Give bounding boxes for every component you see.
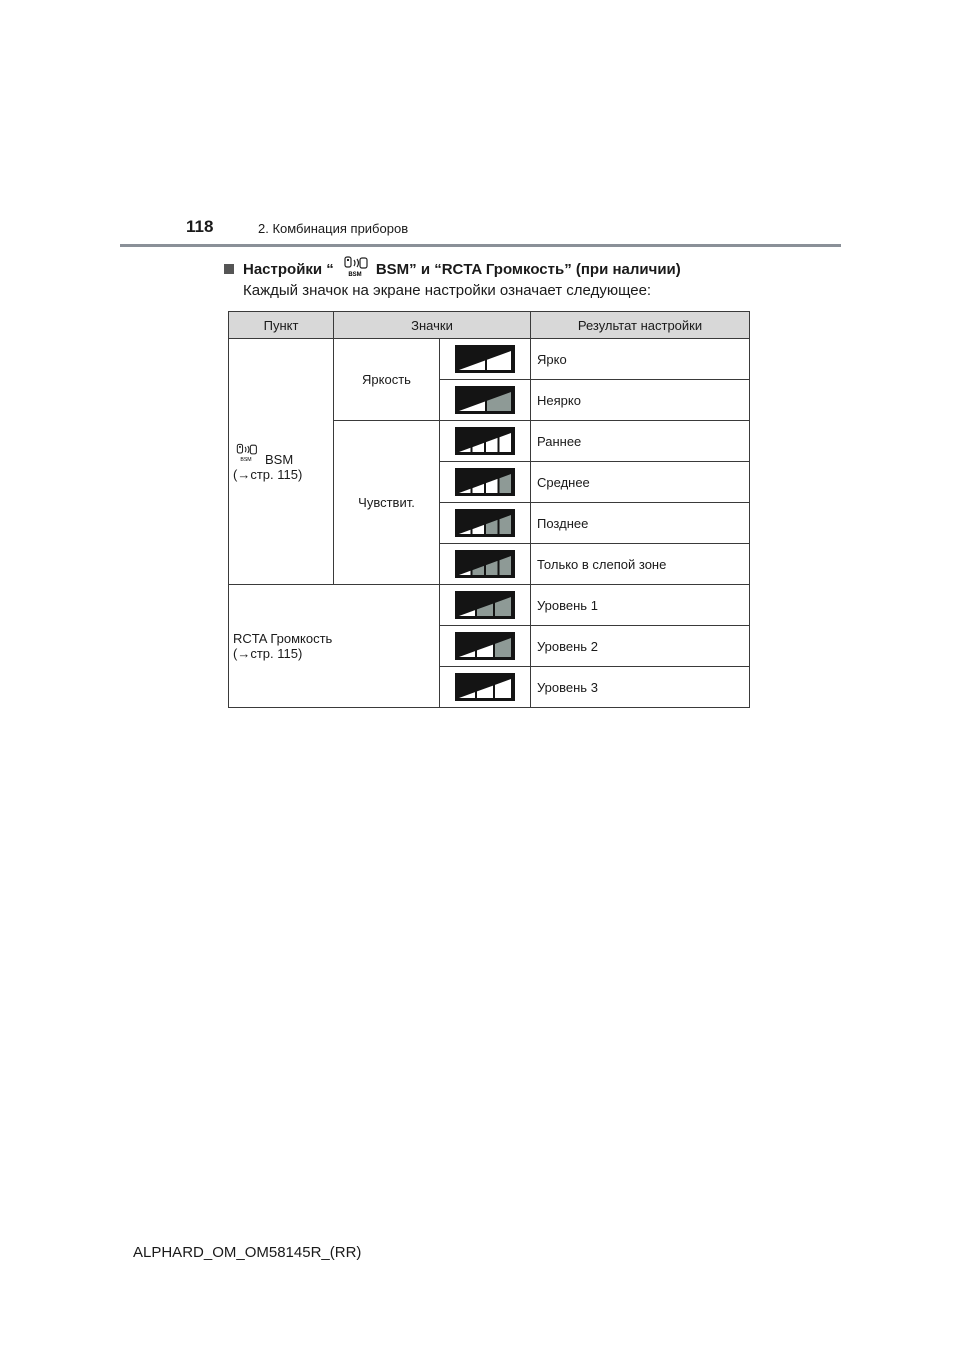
- result-cell: Уровень 3: [531, 667, 750, 708]
- icon-caption: BSM: [348, 272, 362, 278]
- result-cell: Неярко: [531, 380, 750, 421]
- header-result: Результат настройки: [531, 312, 750, 339]
- svg-text:BSM: BSM: [240, 456, 252, 463]
- result-cell: Ярко: [531, 339, 750, 380]
- icon-cell: [440, 503, 531, 544]
- result-cell: Раннее: [531, 421, 750, 462]
- result-cell: Уровень 2: [531, 626, 750, 667]
- icon-cell: [440, 462, 531, 503]
- sensitivity-blindspot-icon: [455, 550, 515, 578]
- header-icons: Значки: [334, 312, 531, 339]
- bullet-square-icon: [224, 264, 234, 274]
- icon-cell: [440, 585, 531, 626]
- icon-cell: [440, 544, 531, 585]
- icon-cell: [440, 626, 531, 667]
- page-number: 118: [186, 217, 214, 236]
- table-row: [229, 339, 750, 380]
- result-cell: Только в слепой зоне: [531, 544, 750, 585]
- doc-code: ALPHARD_OM_OM58145R_(RR): [133, 1244, 362, 1261]
- table-row: [229, 585, 750, 626]
- intro-text: Каждый значок на экране настройки означает следующее:: [243, 282, 652, 299]
- sensitivity-early-icon: [455, 427, 515, 455]
- volume-level-2-icon: [455, 632, 515, 660]
- header-rule: [120, 244, 841, 247]
- bsm-page-ref: (→стр. 115): [233, 466, 303, 482]
- volume-level-1-icon: [455, 591, 515, 619]
- heading-suffix: BSM” и “RCTA Громкость” (при наличии): [375, 260, 681, 278]
- chapter-title: 2. Комбинация приборов: [258, 221, 409, 236]
- bsm-sensor-icon: [340, 256, 370, 282]
- brightness-bright-icon: [455, 345, 515, 373]
- icon-cell: [440, 380, 531, 421]
- icon-cell: [440, 667, 531, 708]
- result-cell: Уровень 1: [531, 585, 750, 626]
- header-item: Пункт: [229, 312, 334, 339]
- sensitivity-late-icon: [455, 509, 515, 537]
- section-heading: [224, 256, 681, 282]
- sensitivity-label: Чувствит.: [334, 421, 440, 585]
- bsm-label: BSM: [265, 451, 294, 467]
- rcta-label: RCTA Громкость: [233, 631, 333, 646]
- heading-prefix: Настройки “: [243, 260, 334, 278]
- bsm-item-cell: [229, 339, 334, 585]
- settings-table: [228, 311, 750, 708]
- icon-cell: [440, 421, 531, 462]
- sensitivity-medium-icon: [455, 468, 515, 496]
- volume-level-3-icon: [455, 673, 515, 701]
- result-cell: Позднее: [531, 503, 750, 544]
- rcta-item-cell: [229, 585, 440, 708]
- table-header-row: [229, 312, 750, 339]
- result-cell: Среднее: [531, 462, 750, 503]
- brightness-label: Яркость: [334, 339, 440, 421]
- icon-cell: [440, 339, 531, 380]
- rcta-page-ref: (→стр. 115): [233, 646, 303, 661]
- brightness-dim-icon: [455, 386, 515, 414]
- bsm-sensor-icon: [233, 442, 259, 467]
